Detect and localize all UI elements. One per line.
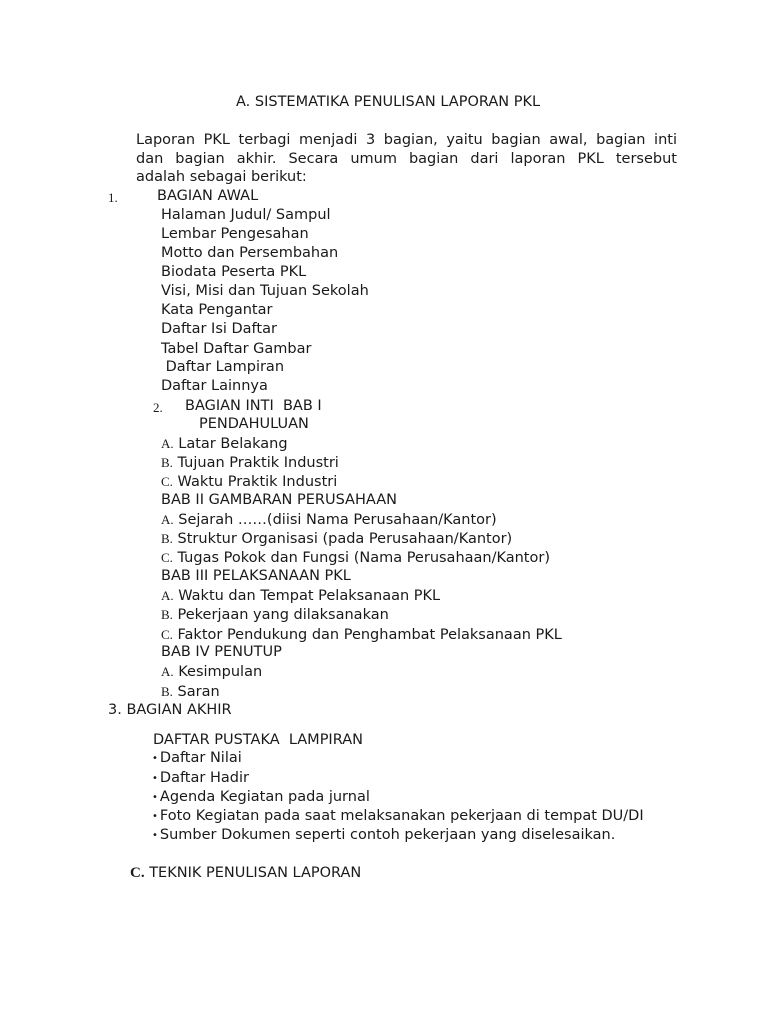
bab-title: BAB IV PENUTUP (161, 644, 282, 660)
list-item: A. Latar Belakang (161, 436, 288, 452)
list-marker: C. (161, 627, 173, 642)
list-item: C. Tugas Pokok dan Fungsi (Nama Perusahaan/Kantor) (161, 550, 550, 566)
list-item: Daftar Lampiran (161, 359, 285, 375)
list-marker: B. (161, 455, 173, 470)
list-marker: B. (161, 607, 173, 622)
list-item: Daftar Lainnya (161, 378, 268, 394)
list-item: • Daftar Hadir (152, 770, 249, 786)
list-item: Visi, Misi dan Tujuan Sekolah (161, 283, 369, 299)
bab-title: BAB III PELAKSANAAN PKL (161, 568, 351, 584)
list-item: Kata Pengantar (161, 302, 273, 318)
section-heading-c (130, 864, 361, 883)
akhir-subtitle: DAFTAR PUSTAKA LAMPIRAN (153, 732, 363, 748)
list-number: 2. (153, 400, 163, 415)
list-item: B. Saran (161, 684, 220, 700)
list-item: Daftar Isi Daftar (161, 321, 277, 337)
bullet-icon: • (152, 811, 158, 822)
list-item: B. Struktur Organisasi (pada Perusahaan/Kantor) (161, 531, 513, 547)
bab-subtitle: PENDAHULUAN (199, 416, 309, 432)
section-marker: C. (130, 865, 145, 881)
list-item: A. Kesimpulan (161, 664, 263, 680)
intro-paragraph (136, 131, 677, 187)
section-heading-awal: BAGIAN AWAL (157, 188, 259, 204)
list-item: Lembar Pengesahan (161, 226, 309, 242)
section-heading-inti: BAGIAN INTI BAB I (185, 398, 322, 414)
list-item: Motto dan Persembahan (161, 245, 339, 261)
intro-line: adalah sebagai berikut: (136, 169, 307, 185)
list-marker: C. (161, 550, 173, 565)
bullet-icon: • (152, 830, 158, 841)
list-item: A. Sejarah ……(diisi Nama Perusahaan/Kantor) (161, 512, 497, 528)
list-marker: A. (161, 512, 174, 527)
bullet-icon: • (152, 792, 158, 803)
bab-title: BAB II GAMBARAN PERUSAHAAN (161, 492, 397, 508)
list-item: • Daftar Nilai (152, 750, 242, 766)
list-item: A. Waktu dan Tempat Pelaksanaan PKL (161, 588, 441, 604)
list-marker: B. (161, 531, 173, 546)
list-item: Halaman Judul/ Sampul (161, 207, 331, 223)
list-marker: B. (161, 684, 173, 699)
list-marker: A. (161, 664, 174, 679)
list-marker: C. (161, 474, 173, 489)
list-number: 1. (108, 190, 118, 205)
intro-line: dan bagian akhir. Secara umum bagian dari laporan PKL tersebut (136, 150, 677, 167)
list-marker: A. (161, 436, 174, 451)
page-title: A. SISTEMATIKA PENULISAN LAPORAN PKL (236, 94, 541, 110)
section-heading-akhir: 3. BAGIAN AKHIR (108, 702, 232, 718)
list-marker: A. (161, 588, 174, 603)
list-item: • Sumber Dokumen seperti contoh pekerjaan yang diselesaikan. (152, 827, 616, 843)
list-item: • Foto Kegiatan pada saat melaksanakan pekerjaan di tempat DU/DI (152, 808, 644, 824)
list-item: • Agenda Kegiatan pada jurnal (152, 789, 370, 805)
section-title: TEKNIK PENULISAN LAPORAN (149, 865, 362, 881)
list-item: B. Pekerjaan yang dilaksanakan (161, 607, 389, 623)
bullet-icon: • (152, 773, 158, 784)
intro-line: Laporan PKL terbagi menjadi 3 bagian, yaitu bagian awal, bagian inti (136, 132, 677, 148)
list-item: C. Faktor Pendukung dan Penghambat Pelaksanaan PKL (161, 627, 562, 643)
list-item: B. Tujuan Praktik Industri (161, 455, 339, 471)
list-item: Tabel Daftar Gambar (161, 341, 312, 357)
list-item: C. Waktu Praktik Industri (161, 474, 338, 490)
bullet-icon: • (152, 753, 158, 764)
list-item: Biodata Peserta PKL (161, 264, 307, 280)
